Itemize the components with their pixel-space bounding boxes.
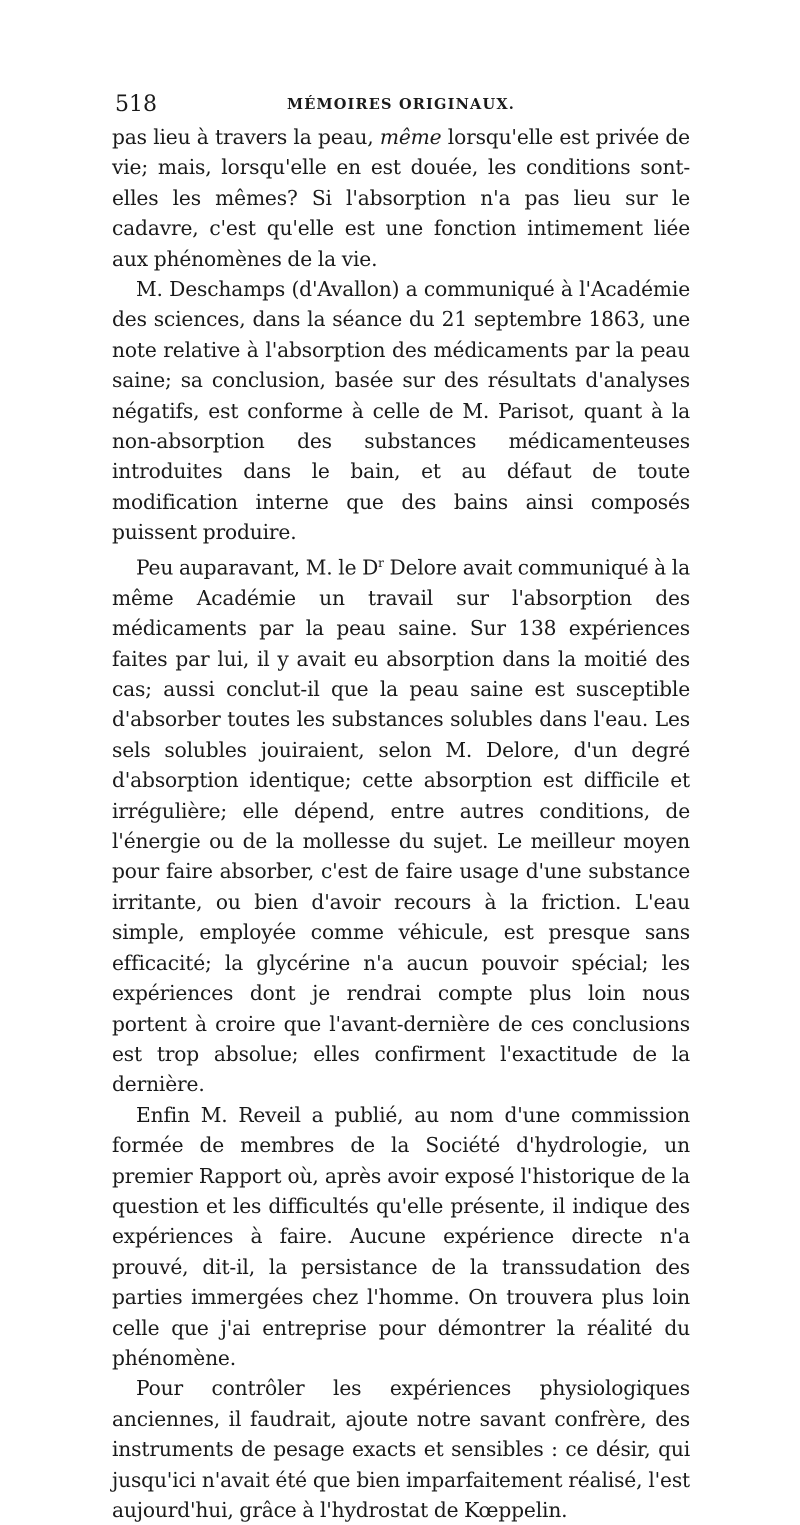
paragraph: Enfin M. Reveil a publié, au nom d'une commission formée de membres de la Société d'hydrologie, un premier Rapport où, après avoir exposé l'historique de la question et les difficultés qu'elle présente, il indique des expériences à faire. Aucune expérience directe n'a prouvé, dit-il, la persistance de la transsudation des parties immergées chez l'homme. On trouvera plus loin celle que j'ai entreprise pour démontrer la réalité du phénomène. [112, 1102, 690, 1370]
paragraph [112, 122, 690, 274]
paragraph-text: Peu auparavant, M. le D [136, 555, 379, 580]
body-text [112, 122, 690, 1525]
paragraph-text: lorsqu'elle est privée de vie; mais, lorsqu'elle en est douée, les conditions sont-elles les mêmes? Si l'absorption n'a pas lieu sur le cadavre, c'est qu'elle est une fonction intimement liée aux phénomènes de la vie. [112, 125, 690, 271]
paragraph: M. Deschamps (d'Avallon) a communiqué à l'Académie des sciences, dans la séance du 21 septembre 1863, une note relative à l'absorption des médicaments par la peau saine; sa conclusion, basée sur des résultats d'analyses négatifs, est conforme à celle de M. Parisot, quant à la non-absorption des substances médicamenteuses introduites dans le bain, et au défaut de toute modification interne que des bains ainsi composés puissent produire. [112, 277, 690, 545]
paragraph [112, 548, 690, 1100]
running-head-title: MÉMOIRES ORIGINAUX. [286, 96, 516, 113]
running-head [112, 90, 690, 120]
paragraph-text: pas lieu à travers la peau, [112, 125, 380, 149]
superscript: r [378, 555, 384, 570]
italic-word: même [379, 125, 442, 149]
paragraph: Pour contrôler les expériences physiologiques anciennes, il faudrait, ajoute notre savant confrère, des instruments de pesage exacts et sensibles : ce désir, qui jusqu'ici n'avait été que bien imparfaitement réalisé, l'est aujourd'hui, grâce à l'hydrostat de Kœppelin. [112, 1376, 690, 1523]
book-page [112, 90, 690, 1525]
paragraph-text: Delore avait communiqué à la même Académie un travail sur l'absorption des médicaments par la peau saine. Sur 138 expériences faites par lui, il y avait eu absorption dans la moitié des cas; aussi conclut-il que la peau saine est susceptible d'absorber toutes les substances solubles dans l'eau. Les sels solubles jouiraient, selon M. Delore, d'un degré d'absorption identique; cette absorption est difficile et irrégulière; elle dépend, entre autres conditions, de l'énergie ou de la mollesse du sujet. Le meilleur moyen pour faire absorber, c'est de faire usage d'une substance irritante, ou bien d'avoir recours à la friction. L'eau simple, employée comme véhicule, est presque sans efficacité; la glycérine n'a aucun pouvoir spécial; les expériences dont je rendrai compte plus loin nous portent à croire que l'avant-dernière de ces conclusions est trop absolue; elles confirment l'exactitude de la dernière. [112, 555, 690, 1097]
page-number: 518 [115, 92, 157, 117]
